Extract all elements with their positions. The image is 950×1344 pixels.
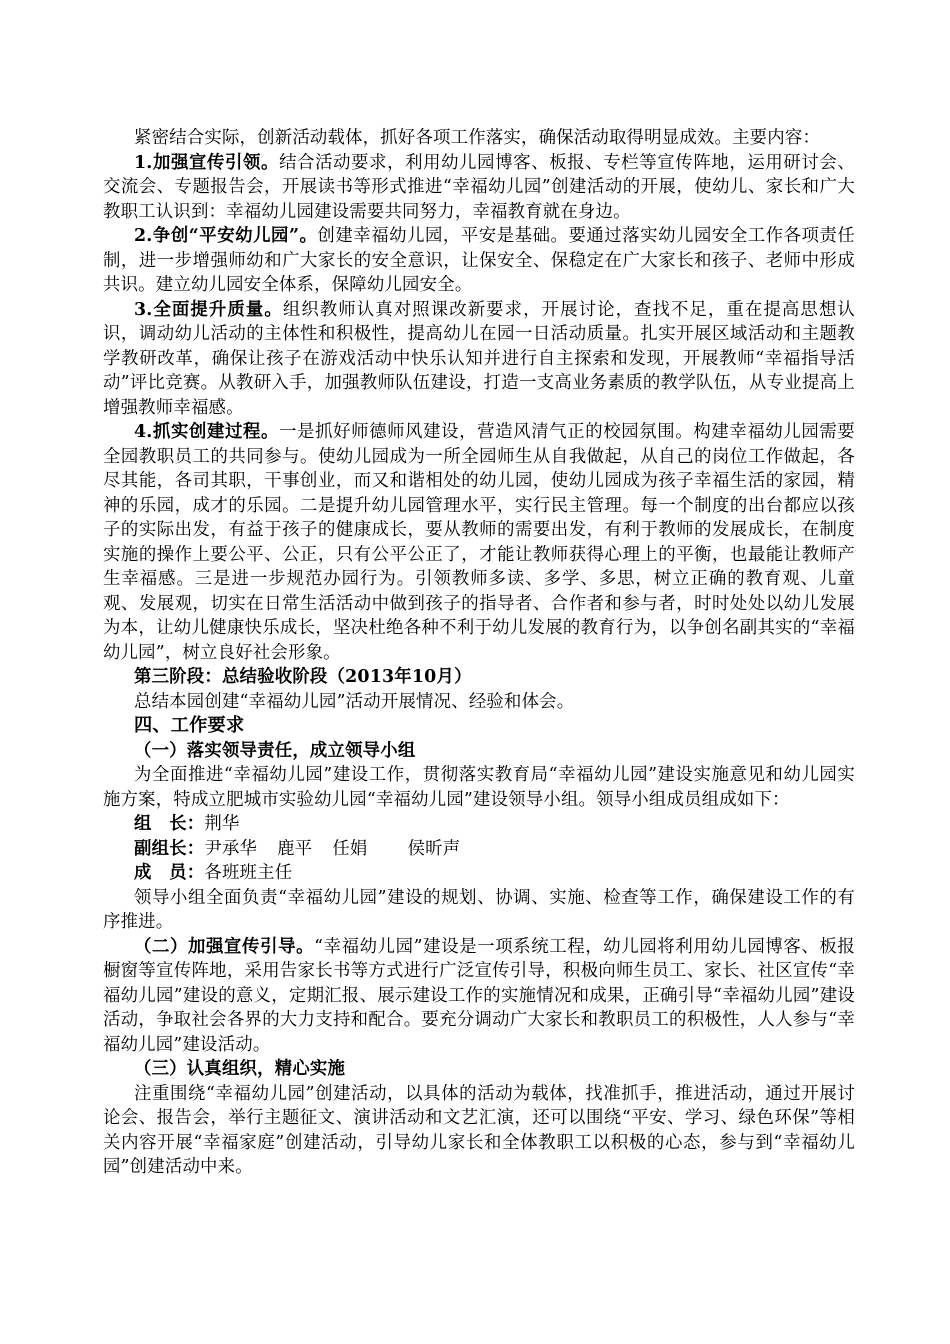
item-4-paragraph <box>103 420 855 665</box>
subsection-2-paragraph <box>103 935 855 1058</box>
subsection-3-heading: （三）认真组织，精心实施 <box>134 1059 346 1079</box>
intro-paragraph: 紧密结合实际，创新活动载体，抓好各项工作落实，确保活动取得明显成效。主要内容： <box>134 128 821 148</box>
deputy-role-label: 副组长： <box>134 838 205 859</box>
member-name: 各班班主任 <box>204 863 293 883</box>
leader-role-label: 组 长： <box>134 814 205 834</box>
deputy-name: 尹承华 <box>204 838 258 859</box>
member-line <box>103 861 855 886</box>
subsection-1-text: 为全面推进“幸福幼儿园”建设工作，贯彻落实教育局“幸福幼儿园”建设实施意见和幼儿园实施方案，特成立肥城市实验幼儿园“幸福幼儿园”建设领导小组。领导小组成员组成如下： <box>103 765 855 810</box>
item-4-heading: 4.抓实创建过程。 <box>134 422 280 442</box>
subsection-2-heading: （二）加强宣传引导。 <box>134 936 315 957</box>
subsection-2-text: “幸福幼儿园”建设是一项系统工程，幼儿园将利用幼儿园博客、板报橱窗等宣传阵地，采用告家长书等方式进行广泛宣传引导，积极向师生员工、家长、社区宣传“幸福幼儿园”建设的意义，定期汇报、展示建设工作的实施情况和成果，正确引导“幸福幼儿园”建设活动，争取社会各界的大力支持和配合。要充分调动广大家长和教职员工的积极性，人人参与“幸福幼儿园”建设活动。 <box>103 936 855 1055</box>
deputy-name: 任娟 <box>332 838 368 859</box>
stage-3-text: 总结本园创建“幸福幼儿园”活动开展情况、经验和体会。 <box>134 691 575 712</box>
item-2-paragraph <box>103 224 855 298</box>
subsection-1-heading: （一）落实领导责任，成立领导小组 <box>134 740 416 761</box>
item-1-heading: 1.加强宣传引领。 <box>134 152 280 173</box>
deputy-line <box>103 837 855 862</box>
leader-line <box>103 812 855 837</box>
member-role-label: 成 员： <box>134 863 205 883</box>
subsection-3-text: 注重围绕“幸福幼儿园”创建活动，以具体的活动为载体，找准抓手，推进活动，通过开展讨论会、报告会，举行主题征文、演讲活动和文艺汇演，还可以围绕“平安、学习、绿色环保”等相关内容开展“幸福家庭”创建活动，引导幼儿家长和全体教职工以积极的心态，参与到“幸福幼儿园”创建活动中来。 <box>103 1083 855 1177</box>
subsection-1-duty: 领导小组全面负责“幸福幼儿园”建设的规划、协调、实施、检查等工作，确保建设工作的有序推进。 <box>103 887 855 932</box>
deputy-name: 鹿平 <box>277 838 313 859</box>
item-1-text: 结合活动要求，利用幼儿园博客、板报、专栏等宣传阵地，运用研讨会、交流会、专题报告会，开展读书等形式推进“幸福幼儿园”创建活动的开展，使幼儿、家长和广大教职工认识到：幸福幼儿园建设需要共同努力，幸福教育就在身边。 <box>103 152 855 222</box>
leader-name: 荆华 <box>204 814 240 834</box>
document-body <box>103 126 855 1180</box>
item-3-paragraph <box>103 298 855 421</box>
deputy-name: 侯昕声 <box>407 838 461 859</box>
item-2-heading: 2.争创“平安幼儿园”。 <box>134 226 318 246</box>
stage-3-heading: 第三阶段：总结验收阶段（2013年10月） <box>134 667 472 687</box>
item-3-heading: 3.全面提升质量。 <box>134 299 283 320</box>
item-2-text: 创建幸福幼儿园，平安是基础。要通过落实幼儿园安全工作各项责任制，进一步增强师幼和广大家长的安全意识，让保安全、保稳定在广大家长和孩子、老师中形成共识。建立幼儿园安全体系，保障幼儿园安全。 <box>103 226 855 295</box>
item-1-paragraph <box>103 151 855 225</box>
item-3-text: 组织教师认真对照课改新要求，开展讨论，查找不足，重在提高思想认识，调动幼儿活动的主体性和积极性，提高幼儿在园一日活动质量。扎实开展区域活动和主题教学教研改革，确保让孩子在游戏活动中快乐认知并进行自主探索和发现，开展教师“幸福指导活动”评比竞赛。从教研入手，加强教师队伍建设，打造一支高业务素质的教学队伍，从专业提高上增强教师幸福感。 <box>103 299 855 418</box>
section-4-heading: 四、工作要求 <box>134 715 245 736</box>
item-4-text: 一是抓好师德师风建设，营造风清气正的校园氛围。构建幸福幼儿园需要全园教职员工的共同参与。使幼儿园成为一所全园师生从自我做起，从自己的岗位工作做起，各尽其能，各司其职，干事创业，而又和谐相处的幼儿园，使幼儿园成为孩子幸福生活的家园，精神的乐园，成才的乐园。二是提升幼儿园管理水平，实行民主管理。每一个制度的出台都应以孩子的实际出发，有益于孩子的健康成长，要从教师的需要出发，有利于教师的发展成长，在制度实施的操作上要公平、公正，只有公平公正了，才能让教师获得心理上的平衡，也最能让教师产生幸福感。三是进一步规范办园行为。引领教师多读、多学、多思，树立正确的教育观、儿童观、发展观，切实在日常生活活动中做到孩子的指导者、合作者和参与者，时时处处以幼儿发展为本，让幼儿健康快乐成长，坚决杜绝各种不利于幼儿发展的教育行为，以争创名副其实的“幸福幼儿园”，树立良好社会形象。 <box>103 422 855 663</box>
